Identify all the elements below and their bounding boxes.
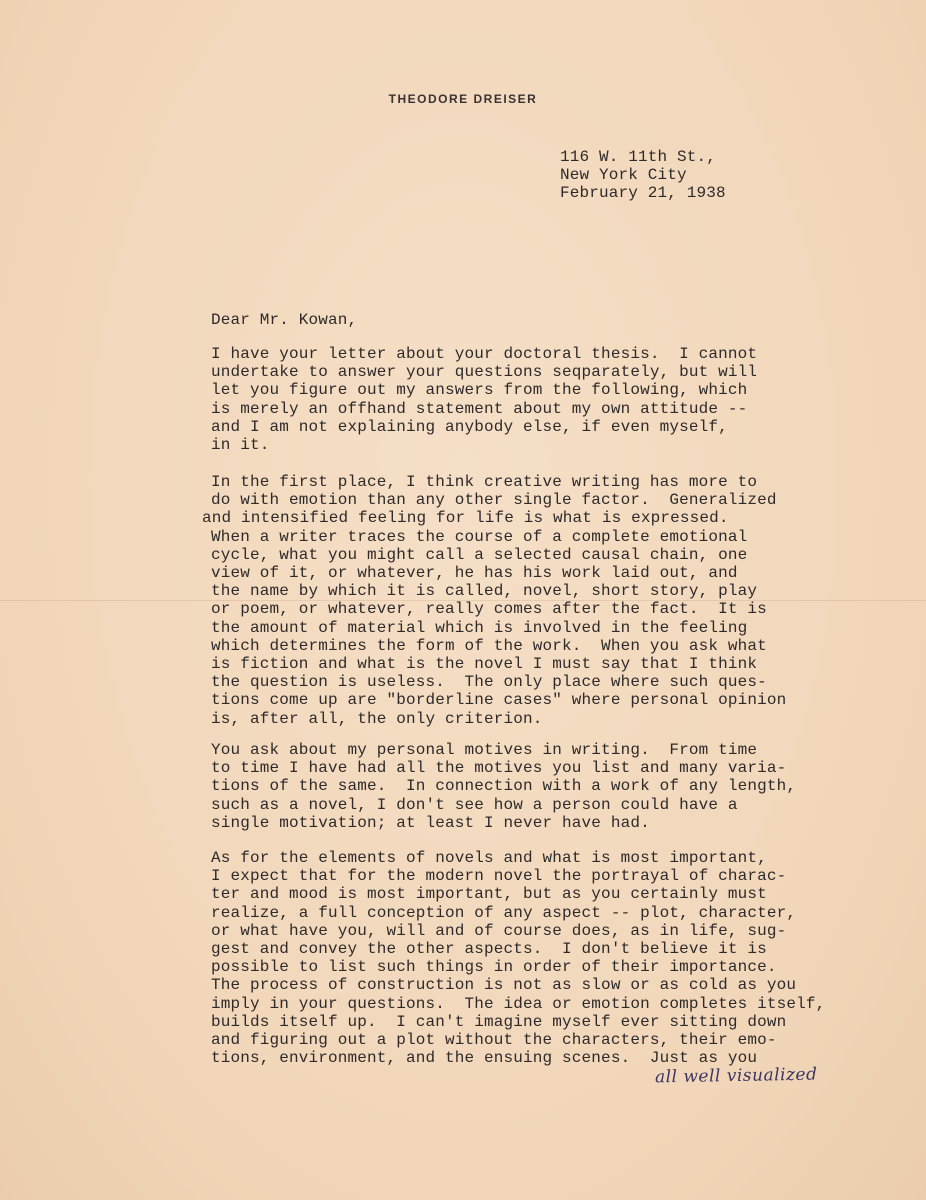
text-line: and figuring out a plot without the characters, their emo-: [211, 1031, 777, 1050]
text-line: possible to list such things in order of their importance.: [211, 958, 777, 977]
text-line: which determines the form of the work. When you ask what: [211, 636, 767, 655]
text-line: view of it, or whatever, he has his work laid out, and: [211, 564, 738, 583]
handwritten-annotation: all well visualized: [654, 1064, 818, 1088]
text-line: the question is useless. The only place where such ques-: [211, 673, 767, 692]
text-line: undertake to answer your questions seqparately, but will: [211, 363, 758, 382]
paragraph-2: [202, 473, 787, 728]
text-line: imply in your questions. The idea or emotion completes itself,: [211, 994, 826, 1013]
text-line: The process of construction is not as slow or as cold as you: [211, 976, 797, 995]
text-line: the amount of material which is involved in the feeling: [211, 618, 748, 637]
letter-date: February 21, 1938: [560, 184, 726, 203]
text-line: to time I have had all the motives you list and many varia-: [211, 759, 787, 778]
paragraph-4: [211, 849, 825, 1067]
text-line: single motivation; at least I never have had.: [211, 813, 650, 832]
text-line: cycle, what you might call a selected causal chain, one: [211, 545, 748, 564]
text-line: As for the elements of novels and what is most important,: [211, 849, 767, 867]
text-line: ter and mood is most important, but as you certainly must: [211, 885, 767, 904]
text-line: You ask about my personal motives in writing. From time: [211, 741, 758, 759]
paragraph-3: [211, 741, 796, 832]
text-line: tions come up are "borderline cases" where personal opinion: [211, 691, 787, 710]
text-line: do with emotion than any other single factor. Generalized: [211, 491, 777, 510]
text-line: When a writer traces the course of a complete emotional: [211, 527, 748, 546]
text-line: and intensified feeling for life is what is expressed.: [202, 509, 729, 528]
text-line: is fiction and what is the novel I must say that I think: [211, 655, 758, 674]
text-line: tions of the same. In connection with a work of any length,: [211, 777, 797, 796]
salutation: Dear Mr. Kowan,: [211, 311, 358, 329]
text-line: builds itself up. I can't imagine myself ever sitting down: [211, 1012, 787, 1031]
text-line: realize, a full conception of any aspect -- plot, character,: [211, 903, 797, 922]
text-line: In the first place, I think creative writing has more to: [211, 473, 758, 491]
text-line: or what have you, will and of course does, as in life, sug-: [211, 921, 787, 940]
text-line: tions, environment, and the ensuing scenes. Just as you: [211, 1049, 758, 1068]
letterhead: THEODORE DREISER: [388, 92, 538, 106]
address-street: 116 W. 11th St.,: [560, 148, 717, 166]
text-line: let you figure out my answers from the following, which: [211, 381, 748, 400]
text-line: or poem, or whatever, really comes after the fact. It is: [211, 600, 767, 619]
text-line: and I am not explaining anybody else, if even myself,: [211, 417, 728, 436]
text-line: is merely an offhand statement about my own attitude --: [211, 399, 748, 418]
text-line: I expect that for the modern novel the portrayal of charac-: [211, 867, 787, 886]
text-line: I have your letter about your doctoral thesis. I cannot: [211, 345, 758, 363]
address-city: New York City: [560, 166, 687, 185]
paragraph-1: [211, 345, 757, 454]
sender-address: [560, 148, 726, 203]
text-line: gest and convey the other aspects. I don't believe it is: [211, 940, 767, 959]
text-line: the name by which it is called, novel, short story, play: [211, 582, 758, 601]
text-line: is, after all, the only criterion.: [211, 709, 543, 728]
text-line: such as a novel, I don't see how a person could have a: [211, 795, 738, 814]
text-line: in it.: [211, 436, 270, 455]
